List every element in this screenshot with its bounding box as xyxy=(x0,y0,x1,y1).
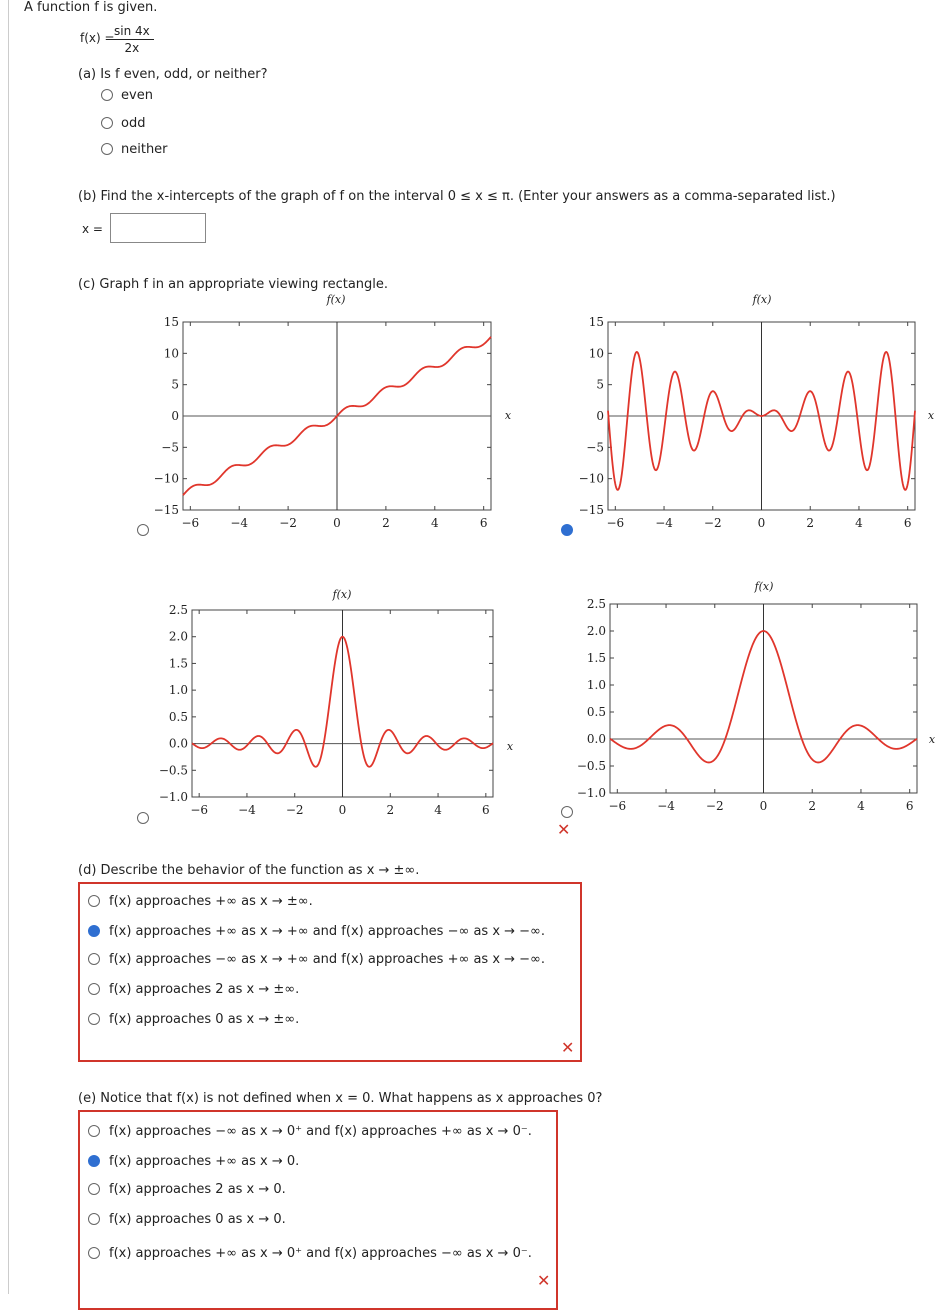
y-tick-label: 15 xyxy=(163,315,179,329)
part-a-label-odd: odd xyxy=(121,116,146,131)
part-d-option-4: f(x) approaches 2 as x → ±∞. xyxy=(109,982,300,997)
x-tick-label: 2 xyxy=(806,516,815,530)
x-tick-label: 4 xyxy=(430,516,439,530)
y-tick-label: −0.5 xyxy=(158,763,188,778)
graph-option-3 xyxy=(159,588,514,817)
y-tick-label: 0 xyxy=(171,409,179,423)
x-tick-label: 0 xyxy=(757,516,766,530)
part-e-wrong-mark: ✕ xyxy=(537,1271,551,1290)
x-tick-label: −6 xyxy=(606,516,625,530)
part-d-wrong-mark: ✕ xyxy=(561,1038,575,1057)
part-d-option-2: f(x) approaches +∞ as x → +∞ and f(x) approaches −∞ as x → −∞. xyxy=(109,924,546,939)
chart-title: f(x) xyxy=(752,293,772,306)
x-axis-label: x xyxy=(928,733,936,746)
y-tick-label: 1.5 xyxy=(586,651,606,665)
y-tick-label: 15 xyxy=(588,315,604,329)
part-d-option-3: f(x) approaches −∞ as x → +∞ and f(x) approaches +∞ as x → −∞. xyxy=(109,952,546,967)
part-a-question: (a) Is f even, odd, or neither? xyxy=(78,67,268,82)
part-d-option-5: f(x) approaches 0 as x → ±∞. xyxy=(109,1012,300,1027)
part-e-radio-2[interactable] xyxy=(88,1155,100,1167)
y-tick-label: 2.0 xyxy=(168,629,188,644)
graph-radio-4[interactable] xyxy=(561,806,573,818)
intro-text: A function f is given. xyxy=(24,0,158,15)
x-tick-label: −4 xyxy=(655,516,673,530)
part-d-radio-2[interactable] xyxy=(88,925,100,937)
x-tick-label: 4 xyxy=(855,516,863,530)
part-c-question: (c) Graph f in an appropriate viewing rectangle. xyxy=(78,277,389,292)
y-tick-label: 10 xyxy=(163,346,179,361)
y-tick-label: −1.0 xyxy=(158,790,188,804)
x-tick-label: −6 xyxy=(608,799,627,813)
part-d-question: (d) Describe the behavior of the function as x → ±∞. xyxy=(78,863,420,878)
y-tick-label: 0.5 xyxy=(168,709,188,724)
y-tick-label: 0 xyxy=(596,409,604,423)
part-d-radio-1[interactable] xyxy=(88,895,100,907)
y-tick-label: −0.5 xyxy=(576,759,606,773)
chart-title: f(x) xyxy=(332,588,352,601)
x-tick-label: −2 xyxy=(705,799,724,813)
part-e-radio-3[interactable] xyxy=(88,1183,100,1195)
y-tick-label: −10 xyxy=(153,471,179,486)
x-tick-label: −4 xyxy=(238,803,256,817)
x-tick-label: 0 xyxy=(333,516,341,530)
part-d-answer-box xyxy=(78,882,582,1062)
x-tick-label: −4 xyxy=(230,516,249,530)
y-tick-label: 1.0 xyxy=(586,678,606,692)
chart-title: f(x) xyxy=(326,293,346,306)
y-tick-label: −1.0 xyxy=(576,786,606,800)
part-e-radio-1[interactable] xyxy=(88,1125,100,1137)
part-d-radio-5[interactable] xyxy=(88,1013,100,1025)
y-tick-label: 1.5 xyxy=(168,656,188,671)
y-tick-label: 5 xyxy=(171,377,179,392)
y-tick-label: 5 xyxy=(596,377,604,392)
part-d-radio-3[interactable] xyxy=(88,953,100,965)
x-axis-label: x xyxy=(927,409,935,422)
function-lhs: f(x) = xyxy=(80,31,115,45)
graph-option-4 xyxy=(577,580,936,813)
x-tick-label: −6 xyxy=(181,516,200,530)
y-tick-label: 2.5 xyxy=(168,603,188,617)
y-tick-label: −15 xyxy=(578,503,604,517)
part-e-option-1: f(x) approaches −∞ as x → 0⁺ and f(x) approaches +∞ as x → 0⁻. xyxy=(109,1124,532,1139)
x-tick-label: −4 xyxy=(657,799,675,813)
x-tick-label: 2 xyxy=(382,516,390,530)
y-tick-label: 0.0 xyxy=(168,736,188,751)
x-tick-label: −2 xyxy=(285,803,304,817)
y-tick-label: −5 xyxy=(161,440,179,455)
y-tick-label: 2.5 xyxy=(586,597,606,611)
y-tick-label: −10 xyxy=(578,471,604,486)
y-tick-label: −5 xyxy=(586,440,604,455)
graph-option-2 xyxy=(579,293,935,530)
x-tick-label: 0 xyxy=(338,803,347,817)
part-e-option-4: f(x) approaches 0 as x → 0. xyxy=(109,1212,286,1227)
part-e-option-5: f(x) approaches +∞ as x → 0⁺ and f(x) approaches −∞ as x → 0⁻. xyxy=(109,1246,532,1261)
x-tick-label: 6 xyxy=(482,803,490,817)
y-tick-label: 10 xyxy=(588,346,604,361)
graph-radio-3[interactable] xyxy=(137,812,149,824)
y-tick-label: 1.0 xyxy=(168,683,188,698)
x-tick-label: 0 xyxy=(759,799,768,813)
x-tick-label: −2 xyxy=(703,516,722,530)
x-tick-label: 2 xyxy=(808,799,817,813)
x-tick-label: −6 xyxy=(190,803,209,817)
x-tick-label: 6 xyxy=(903,516,912,530)
chart-title: f(x) xyxy=(754,580,774,593)
x-tick-label: 2 xyxy=(386,803,395,817)
x-tick-label: 4 xyxy=(857,799,865,813)
y-tick-label: −15 xyxy=(153,503,179,517)
graph-radio-1[interactable] xyxy=(137,524,149,536)
part-e-option-3: f(x) approaches 2 as x → 0. xyxy=(109,1182,286,1197)
part-e-radio-4[interactable] xyxy=(88,1213,100,1225)
x-tick-label: 6 xyxy=(479,516,488,530)
part-a-label-even: even xyxy=(121,88,153,103)
y-tick-label: 0.5 xyxy=(586,705,606,719)
graph-option-1 xyxy=(154,293,512,530)
y-tick-label: 0.0 xyxy=(586,732,606,746)
part-d-option-1: f(x) approaches +∞ as x → ±∞. xyxy=(109,894,313,909)
y-tick-label: 2.0 xyxy=(586,624,606,638)
part-c-wrong-mark: ✕ xyxy=(557,820,571,839)
part-d-radio-4[interactable] xyxy=(88,983,100,995)
part-a-label-neither: neither xyxy=(121,142,168,157)
x-tick-label: 6 xyxy=(905,799,914,813)
part-e-question: (e) Notice that f(x) is not defined when x = 0. What happens as x approaches 0? xyxy=(78,1091,603,1106)
function-numerator: sin 4x xyxy=(110,24,154,40)
x-axis-label: x xyxy=(504,409,512,422)
part-e-option-2: f(x) approaches +∞ as x → 0. xyxy=(109,1154,300,1169)
part-b-question: (b) Find the x-intercepts of the graph of f on the interval 0 ≤ x ≤ π. (Enter your answers as a comma-separated list.) xyxy=(78,189,836,204)
graph-radio-2[interactable] xyxy=(561,524,573,536)
x-axis-label: x xyxy=(506,740,514,753)
function-denominator: 2x xyxy=(124,41,140,55)
part-e-answer-box xyxy=(78,1110,558,1310)
x-tick-label: −2 xyxy=(279,516,297,530)
x-tick-label: 4 xyxy=(434,803,442,817)
part-b-answer-label: x = xyxy=(82,222,103,236)
part-e-radio-5[interactable] xyxy=(88,1247,100,1259)
